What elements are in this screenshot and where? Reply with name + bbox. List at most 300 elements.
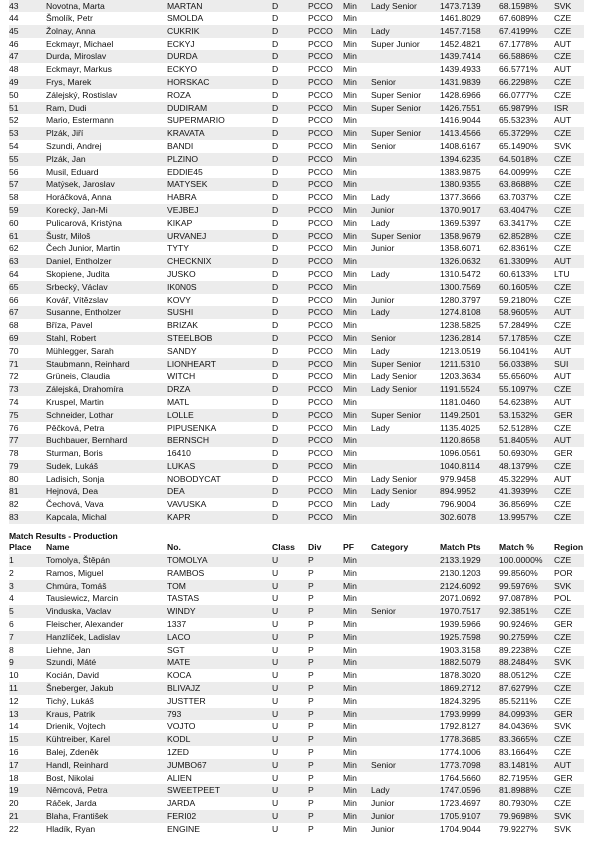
category-cell <box>371 772 440 785</box>
number-cell: SGT <box>167 644 272 657</box>
number-cell: IK0N0S <box>167 281 272 294</box>
class-cell: D <box>272 204 308 217</box>
place-cell: 53 <box>9 127 46 140</box>
region-cell: CZE <box>554 644 584 657</box>
region-cell: CZE <box>554 217 584 230</box>
name-cell: Kapcala, Michal <box>46 511 167 524</box>
match-points-cell: 1473.7139 <box>440 0 499 12</box>
match-points-cell: 1300.7569 <box>440 281 499 294</box>
place-cell: 22 <box>9 823 46 836</box>
number-cell: SMOLDA <box>167 12 272 25</box>
match-points-cell: 1452.4821 <box>440 38 499 51</box>
match-percent-cell: 88.0512% <box>499 669 554 682</box>
power-factor-cell: Min <box>343 358 371 371</box>
place-cell: 72 <box>9 370 46 383</box>
name-cell: Ram, Dudi <box>46 102 167 115</box>
match-percent-cell: 62.8528% <box>499 230 554 243</box>
match-percent-cell: 61.3309% <box>499 255 554 268</box>
name-cell: Eckmayr, Michael <box>46 38 167 51</box>
number-cell: SANDY <box>167 345 272 358</box>
number-cell: RAMBOS <box>167 567 272 580</box>
division-cell: P <box>308 631 343 644</box>
power-factor-cell: Min <box>343 345 371 358</box>
place-cell: 13 <box>9 708 46 721</box>
match-points-cell: 1416.9044 <box>440 114 499 127</box>
match-percent-cell: 79.9698% <box>499 810 554 823</box>
number-cell: PIPUSENKA <box>167 422 272 435</box>
number-cell: MATYSEK <box>167 178 272 191</box>
match-percent-cell: 82.7195% <box>499 772 554 785</box>
table-row <box>9 217 584 230</box>
table-row <box>9 669 584 682</box>
match-points-cell: 1426.7551 <box>440 102 499 115</box>
match-percent-cell: 66.5771% <box>499 63 554 76</box>
power-factor-cell: Min <box>343 682 371 695</box>
number-cell: VAVUSKA <box>167 498 272 511</box>
match-percent-cell: 85.5211% <box>499 695 554 708</box>
match-points-cell: 1704.9044 <box>440 823 499 836</box>
power-factor-cell: Min <box>343 89 371 102</box>
category-cell <box>371 153 440 166</box>
name-cell: Hejnová, Dea <box>46 485 167 498</box>
number-cell: WINDY <box>167 605 272 618</box>
place-cell: 17 <box>9 759 46 772</box>
number-cell: HABRA <box>167 191 272 204</box>
class-cell: D <box>272 25 308 38</box>
division-cell: PCCO <box>308 345 343 358</box>
division-cell: PCCO <box>308 102 343 115</box>
match-percent-cell: 65.3729% <box>499 127 554 140</box>
division-cell: PCCO <box>308 12 343 25</box>
number-cell: NOBODYCAT <box>167 473 272 486</box>
place-cell: 18 <box>9 772 46 785</box>
power-factor-cell: Min <box>343 383 371 396</box>
match-points-cell: 1238.5825 <box>440 319 499 332</box>
name-cell: Pulicarová, Kristýna <box>46 217 167 230</box>
number-cell: TOM <box>167 580 272 593</box>
category-cell: Lady <box>371 306 440 319</box>
table-row <box>9 306 584 319</box>
power-factor-cell: Min <box>343 567 371 580</box>
power-factor-cell: Min <box>343 166 371 179</box>
name-cell: Stahl, Robert <box>46 332 167 345</box>
place-cell: 9 <box>9 656 46 669</box>
number-cell: ECKYJ <box>167 38 272 51</box>
match-percent-cell: 60.1605% <box>499 281 554 294</box>
name-cell: Skopiene, Judita <box>46 268 167 281</box>
match-percent-cell: 60.6133% <box>499 268 554 281</box>
class-cell: U <box>272 682 308 695</box>
table-row <box>9 127 584 140</box>
place-cell: 16 <box>9 746 46 759</box>
category-cell: Senior <box>371 76 440 89</box>
place-cell: 10 <box>9 669 46 682</box>
category-cell <box>371 12 440 25</box>
power-factor-cell: Min <box>343 485 371 498</box>
power-factor-cell: Min <box>343 656 371 669</box>
number-cell: VOJTO <box>167 720 272 733</box>
power-factor-cell: Min <box>343 114 371 127</box>
place-cell: 65 <box>9 281 46 294</box>
region-cell: AUT <box>554 345 584 358</box>
table-row <box>9 166 584 179</box>
match-points-cell: 1310.5472 <box>440 268 499 281</box>
class-cell: D <box>272 473 308 486</box>
match-percent-cell: 68.1598% <box>499 0 554 12</box>
place-cell: 79 <box>9 460 46 473</box>
match-points-cell: 1274.8108 <box>440 306 499 319</box>
match-percent-cell: 45.3229% <box>499 473 554 486</box>
number-cell: STEELBOB <box>167 332 272 345</box>
region-cell: AUT <box>554 759 584 772</box>
match-percent-cell: 50.6930% <box>499 447 554 460</box>
category-cell: Lady <box>371 25 440 38</box>
name-cell: Sudek, Lukáš <box>46 460 167 473</box>
class-cell: U <box>272 797 308 810</box>
number-cell: ECKYO <box>167 63 272 76</box>
region-cell: CZE <box>554 204 584 217</box>
name-cell: Plzák, Jan <box>46 153 167 166</box>
power-factor-cell: Min <box>343 242 371 255</box>
place-cell: 74 <box>9 396 46 409</box>
power-factor-cell: Min <box>343 511 371 524</box>
match-percent-cell: 99.8560% <box>499 567 554 580</box>
table-row <box>9 580 584 593</box>
power-factor-cell: Min <box>343 76 371 89</box>
header-category: Category <box>371 541 440 554</box>
place-cell: 71 <box>9 358 46 371</box>
match-points-cell: 1925.7598 <box>440 631 499 644</box>
table-row <box>9 797 584 810</box>
class-cell: D <box>272 140 308 153</box>
class-cell: U <box>272 656 308 669</box>
name-cell: Susanne, Entholzer <box>46 306 167 319</box>
place-cell: 50 <box>9 89 46 102</box>
class-cell: U <box>272 605 308 618</box>
match-points-cell: 1280.3797 <box>440 294 499 307</box>
table-row <box>9 511 584 524</box>
number-cell: ENGINE <box>167 823 272 836</box>
class-cell: D <box>272 281 308 294</box>
table-row <box>9 656 584 669</box>
category-cell: Junior <box>371 810 440 823</box>
match-points-cell: 1773.7098 <box>440 759 499 772</box>
division-cell: PCCO <box>308 178 343 191</box>
power-factor-cell: Min <box>343 669 371 682</box>
class-cell: U <box>272 631 308 644</box>
class-cell: D <box>272 422 308 435</box>
number-cell: TASTAS <box>167 592 272 605</box>
place-cell: 73 <box>9 383 46 396</box>
division-cell: P <box>308 720 343 733</box>
place-cell: 19 <box>9 784 46 797</box>
region-cell: CZE <box>554 733 584 746</box>
region-cell: CZE <box>554 178 584 191</box>
division-cell: PCCO <box>308 38 343 51</box>
match-points-cell: 1439.7414 <box>440 50 499 63</box>
category-cell: Super Senior <box>371 127 440 140</box>
region-cell: CZE <box>554 498 584 511</box>
region-cell: CZE <box>554 695 584 708</box>
header-match-percent: Match % <box>499 541 554 554</box>
table-row <box>9 255 584 268</box>
power-factor-cell: Min <box>343 50 371 63</box>
region-cell: POL <box>554 592 584 605</box>
match-points-cell: 1439.4933 <box>440 63 499 76</box>
number-cell: EDDIE45 <box>167 166 272 179</box>
class-cell: D <box>272 89 308 102</box>
place-cell: 81 <box>9 485 46 498</box>
power-factor-cell: Min <box>343 396 371 409</box>
number-cell: LIONHEART <box>167 358 272 371</box>
match-points-cell: 1408.6167 <box>440 140 499 153</box>
division-cell: PCCO <box>308 498 343 511</box>
region-cell: CZE <box>554 153 584 166</box>
division-cell: PCCO <box>308 485 343 498</box>
power-factor-cell: Min <box>343 644 371 657</box>
match-points-cell: 1723.4697 <box>440 797 499 810</box>
category-cell: Lady Senior <box>371 383 440 396</box>
category-cell: Super Senior <box>371 102 440 115</box>
match-percent-cell: 63.3417% <box>499 217 554 230</box>
division-cell: PCCO <box>308 473 343 486</box>
name-cell: Durda, Miroslav <box>46 50 167 63</box>
number-cell: SWEETPEET <box>167 784 272 797</box>
power-factor-cell: Min <box>343 178 371 191</box>
name-cell: Zálejská, Drahomíra <box>46 383 167 396</box>
class-cell: U <box>272 695 308 708</box>
division-cell: PCCO <box>308 422 343 435</box>
region-cell: SVK <box>554 720 584 733</box>
name-cell: Tomolya, Štěpán <box>46 554 167 567</box>
place-cell: 67 <box>9 306 46 319</box>
table-row <box>9 422 584 435</box>
class-cell: U <box>272 759 308 772</box>
place-cell: 47 <box>9 50 46 63</box>
division-cell: PCCO <box>308 140 343 153</box>
number-cell: FERI02 <box>167 810 272 823</box>
table-row <box>9 153 584 166</box>
region-cell: AUT <box>554 473 584 486</box>
region-cell: GER <box>554 409 584 422</box>
region-cell: CZE <box>554 242 584 255</box>
region-cell: POR <box>554 567 584 580</box>
number-cell: ALIEN <box>167 772 272 785</box>
place-cell: 58 <box>9 191 46 204</box>
match-percent-cell: 81.8988% <box>499 784 554 797</box>
number-cell: KOCA <box>167 669 272 682</box>
power-factor-cell: Min <box>343 281 371 294</box>
name-cell: Buchbauer, Bernhard <box>46 434 167 447</box>
class-cell: D <box>272 447 308 460</box>
region-cell: CZE <box>554 332 584 345</box>
place-cell: 8 <box>9 644 46 657</box>
table-row <box>9 460 584 473</box>
class-cell: D <box>272 396 308 409</box>
match-percent-cell: 64.5018% <box>499 153 554 166</box>
number-cell: DRZA <box>167 383 272 396</box>
name-cell: Šmolík, Petr <box>46 12 167 25</box>
number-cell: SUPERMARIO <box>167 114 272 127</box>
match-percent-cell: 59.2180% <box>499 294 554 307</box>
class-cell: D <box>272 370 308 383</box>
category-cell <box>371 644 440 657</box>
table-row <box>9 720 584 733</box>
match-points-cell: 1882.5079 <box>440 656 499 669</box>
match-points-cell: 1792.8127 <box>440 720 499 733</box>
division-cell: P <box>308 772 343 785</box>
region-cell: AUT <box>554 38 584 51</box>
table-row <box>9 434 584 447</box>
place-cell: 46 <box>9 38 46 51</box>
category-cell <box>371 554 440 567</box>
place-cell: 4 <box>9 592 46 605</box>
results-table-production-optics <box>9 0 584 524</box>
match-percent-cell: 36.8569% <box>499 498 554 511</box>
place-cell: 80 <box>9 473 46 486</box>
class-cell: U <box>272 733 308 746</box>
power-factor-cell: Min <box>343 473 371 486</box>
match-points-cell: 894.9952 <box>440 485 499 498</box>
class-cell: D <box>272 166 308 179</box>
match-points-cell: 1120.8658 <box>440 434 499 447</box>
name-cell: Eckmayr, Markus <box>46 63 167 76</box>
region-cell: CZE <box>554 127 584 140</box>
region-cell: AUT <box>554 306 584 319</box>
match-points-cell: 2124.6092 <box>440 580 499 593</box>
match-points-cell: 1358.6071 <box>440 242 499 255</box>
division-cell: PCCO <box>308 447 343 460</box>
division-cell: PCCO <box>308 409 343 422</box>
table-row <box>9 618 584 631</box>
class-cell: D <box>272 12 308 25</box>
category-cell <box>371 567 440 580</box>
division-cell: PCCO <box>308 191 343 204</box>
match-percent-cell: 66.2298% <box>499 76 554 89</box>
place-cell: 66 <box>9 294 46 307</box>
class-cell: D <box>272 127 308 140</box>
match-points-cell: 1903.3158 <box>440 644 499 657</box>
match-percent-cell: 83.1481% <box>499 759 554 772</box>
division-cell: PCCO <box>308 242 343 255</box>
class-cell: D <box>272 178 308 191</box>
number-cell: LOLLE <box>167 409 272 422</box>
power-factor-cell: Min <box>343 255 371 268</box>
category-cell: Junior <box>371 823 440 836</box>
number-cell: JUSTTER <box>167 695 272 708</box>
name-cell: Šustr, Miloš <box>46 230 167 243</box>
category-cell: Super Senior <box>371 89 440 102</box>
class-cell: D <box>272 63 308 76</box>
category-cell: Junior <box>371 797 440 810</box>
power-factor-cell: Min <box>343 38 371 51</box>
match-points-cell: 1878.3020 <box>440 669 499 682</box>
division-cell: PCCO <box>308 383 343 396</box>
name-cell: Handl, Reinhard <box>46 759 167 772</box>
division-cell: P <box>308 618 343 631</box>
class-cell: D <box>272 50 308 63</box>
table-row <box>9 76 584 89</box>
name-cell: Matýsek, Jaroslav <box>46 178 167 191</box>
power-factor-cell: Min <box>343 191 371 204</box>
match-points-cell: 1939.5966 <box>440 618 499 631</box>
number-cell: KRAVATA <box>167 127 272 140</box>
match-points-cell: 1203.3634 <box>440 370 499 383</box>
name-cell: Hanzlíček, Ladislav <box>46 631 167 644</box>
category-cell <box>371 255 440 268</box>
number-cell: KOVY <box>167 294 272 307</box>
power-factor-cell: Min <box>343 759 371 772</box>
power-factor-cell: Min <box>343 230 371 243</box>
place-cell: 43 <box>9 0 46 12</box>
category-cell: Super Junior <box>371 38 440 51</box>
match-points-cell: 1747.0596 <box>440 784 499 797</box>
name-cell: Hladík, Ryan <box>46 823 167 836</box>
class-cell: U <box>272 567 308 580</box>
table-row <box>9 409 584 422</box>
number-cell: ROZA <box>167 89 272 102</box>
power-factor-cell: Min <box>343 127 371 140</box>
number-cell: BANDI <box>167 140 272 153</box>
class-cell: D <box>272 153 308 166</box>
class-cell: D <box>272 294 308 307</box>
category-cell <box>371 733 440 746</box>
class-cell: U <box>272 720 308 733</box>
category-cell: Super Senior <box>371 358 440 371</box>
class-cell: U <box>272 592 308 605</box>
table-row <box>9 810 584 823</box>
class-cell: D <box>272 217 308 230</box>
class-cell: D <box>272 319 308 332</box>
division-cell: PCCO <box>308 511 343 524</box>
table-row <box>9 370 584 383</box>
match-points-cell: 1370.9017 <box>440 204 499 217</box>
table-row <box>9 631 584 644</box>
table-row <box>9 498 584 511</box>
number-cell: 1337 <box>167 618 272 631</box>
power-factor-cell: Min <box>343 810 371 823</box>
division-cell: P <box>308 580 343 593</box>
header-number: No. <box>167 541 272 554</box>
region-cell: CZE <box>554 294 584 307</box>
power-factor-cell: Min <box>343 708 371 721</box>
number-cell: BRIZAK <box>167 319 272 332</box>
table-row <box>9 114 584 127</box>
class-cell: U <box>272 580 308 593</box>
region-cell: CZE <box>554 191 584 204</box>
name-cell: Frys, Marek <box>46 76 167 89</box>
number-cell: KAPR <box>167 511 272 524</box>
match-percent-cell: 66.0777% <box>499 89 554 102</box>
match-points-cell: 1326.0632 <box>440 255 499 268</box>
power-factor-cell: Min <box>343 332 371 345</box>
match-percent-cell: 63.4047% <box>499 204 554 217</box>
region-cell: SUI <box>554 358 584 371</box>
class-cell: D <box>272 306 308 319</box>
division-cell: PCCO <box>308 217 343 230</box>
number-cell: JUMBO67 <box>167 759 272 772</box>
table-row <box>9 332 584 345</box>
table-row <box>9 281 584 294</box>
place-cell: 63 <box>9 255 46 268</box>
power-factor-cell: Min <box>343 733 371 746</box>
place-cell: 12 <box>9 695 46 708</box>
region-cell: GER <box>554 772 584 785</box>
match-points-cell: 1369.5397 <box>440 217 499 230</box>
power-factor-cell: Min <box>343 204 371 217</box>
match-percent-cell: 83.3665% <box>499 733 554 746</box>
match-points-cell: 1213.0519 <box>440 345 499 358</box>
